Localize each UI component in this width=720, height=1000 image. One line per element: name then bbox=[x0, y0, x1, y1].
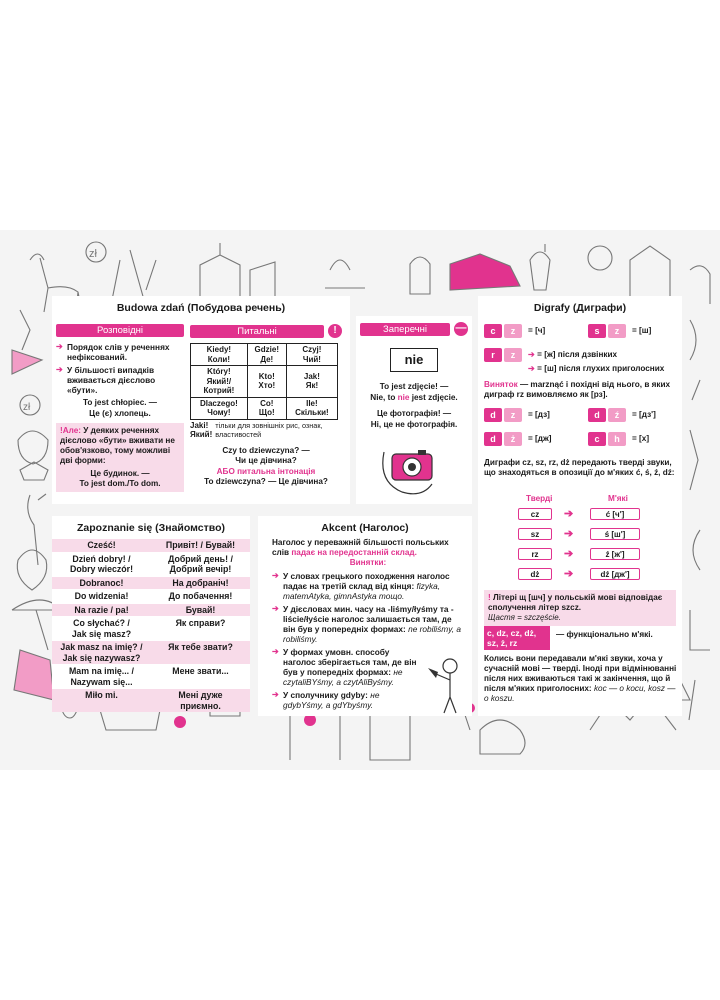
rz-voiceless: ➔ = [ш] після глухих приголосних bbox=[528, 364, 665, 373]
question-word-cell: Ile! Скільки! bbox=[286, 397, 337, 419]
greeting-ukrainian: Як справи? bbox=[175, 618, 226, 628]
greeting-row bbox=[52, 590, 250, 603]
question-row bbox=[191, 344, 338, 366]
greeting-row bbox=[52, 604, 250, 617]
speaker-figure-icon bbox=[426, 656, 466, 721]
greeting-polish: Dzień dobry! / Dobry wieczór! bbox=[69, 553, 134, 574]
greeting-polish: Dobranoc! bbox=[79, 577, 124, 588]
zaperechni-example-1: To jest zdjęcie! — bbox=[379, 382, 449, 391]
soft-consonants-box: c, dz, cz, dż, sz, ż, rz bbox=[484, 626, 550, 650]
soft-consonant: dź [дж'] bbox=[590, 568, 640, 580]
dzh-sound: = [дж] bbox=[528, 434, 552, 443]
digrafy-description: Диграфи cz, sz, rz, dż передають тверді звуки, що знаходяться в опозиції до м'яких ć, ś, ź, dź: bbox=[484, 458, 675, 477]
greeting-ukrainian: Мене звати... bbox=[172, 666, 229, 676]
zaperechni-panel bbox=[356, 316, 472, 504]
rz-voiced: ➔ = [ж] після дзвінких bbox=[528, 350, 618, 359]
question-word-cell: Czyj! Чий! bbox=[286, 344, 337, 366]
sz-sound: = [ш] bbox=[632, 326, 652, 335]
note-lead: !Але: bbox=[60, 426, 82, 435]
greeting-ukrainian: Бувай! bbox=[185, 604, 216, 615]
hard-digraph: sz bbox=[518, 528, 552, 540]
akcent-intro: Наголос у переважній більшості польських слів падає на передостанній склад. bbox=[272, 538, 449, 557]
camera-icon bbox=[378, 444, 448, 503]
question-word-cell: Gdzie! Де! bbox=[247, 344, 286, 366]
jaki-note: тільки для зовнішніх рис, ознак, властивостей bbox=[215, 420, 323, 439]
note-text: У деяких реченнях дієслово «бути» вживати не обов'язково, тому можливі дві форми: bbox=[60, 426, 175, 465]
greetings-list bbox=[52, 539, 250, 712]
rozpovidni-note bbox=[56, 423, 184, 492]
zaperechni-example-2: Nie, to nie jest zdjęcie. bbox=[370, 392, 458, 402]
greeting-polish: Mam na imię... / Nazywam się... bbox=[68, 666, 135, 687]
svg-text:zł: zł bbox=[23, 402, 31, 413]
rozpovidni-header: Розповідні bbox=[56, 324, 184, 337]
greeting-row bbox=[52, 641, 250, 664]
exclamation-icon: ! bbox=[328, 324, 342, 338]
zaperechni-example-3: Це фотографія! — bbox=[376, 409, 452, 418]
soft-consonant: ć [ч'] bbox=[590, 508, 640, 520]
question-word-cell: Kiedy! Коли! bbox=[191, 344, 248, 366]
question-word-cell: Co! Що! bbox=[247, 397, 286, 419]
pytalni-example-intonation: To dziewczyna? — Це дівчина? bbox=[204, 477, 328, 486]
note-example-ua: Це будинок. — bbox=[90, 469, 150, 478]
greeting-polish: Cześć! bbox=[87, 540, 116, 550]
greeting-polish: Na razie / pa! bbox=[74, 604, 129, 615]
akcent-rule-3: ➔ У формах умовн. способу наголос зберігається там, де він був у попередніх формах: не czytaliBYśmy, a czytAliByśmy. bbox=[272, 647, 464, 687]
question-row bbox=[191, 366, 338, 398]
dz-sound: = [дз] bbox=[528, 410, 550, 419]
digrafy-panel: Digrafy (Диграфи) c z = [ч] s z = [ш] r z ➔ = [ж] після дзвінких ➔ = [ш] після глухих приголосних Виняток — marznąć і похідні від нього, в яких диграф rz вимовляємо як [рз]. d z = [дз] d ź = [дз'] d ż = [дж] c h = [х] Диграфи cz, sz, rz, dż передають тверді звуки, що знаходяться в опозиції до м'яких ć, ś, ź, dź: Тверді М'які cz ➔ ć [ч'] sz ➔ ś [ш'] rz ➔ ź [ж'] dż ➔ dź [дж'] ! Літері щ [шч] у польській мові відповідає сполучення літер szcz. Щастя = szczęście. c, dz, cz, dż, sz, ż, rz — функціонально м'які. Колись вони передавали м'які звуки, хоча у сучасній мові — тверді. Іноді при відмінюванні після них вживаються такі ж закінчення, що й після м'яких приголосних: koc — o kocu, kosz — o koszu. bbox=[478, 296, 682, 716]
rozpovidni-example-ua: Це (є) хлопець. bbox=[89, 408, 151, 418]
hard-digraph: cz bbox=[518, 508, 552, 520]
cz-sound: = [ч] bbox=[528, 326, 546, 335]
arrow-icon: ➔ bbox=[564, 528, 574, 540]
question-word-cell: Kto! Хто! bbox=[247, 366, 286, 398]
greeting-polish: Co słychać? / Jak się masz? bbox=[71, 618, 132, 639]
rozpovidni-item-2: ➔ У більшості випадків вживається дієслово «бути». bbox=[56, 365, 184, 395]
arrow-icon: ➔ bbox=[564, 568, 574, 580]
pytalni-header: Питальні bbox=[190, 325, 324, 338]
hard-digraph: rz bbox=[518, 548, 552, 560]
dzi-sound: = [дз'] bbox=[632, 410, 656, 419]
arrow-icon: ➔ bbox=[564, 508, 574, 520]
question-word-cell: Dlaczego! Чому! bbox=[191, 397, 248, 419]
greeting-ukrainian: Привіт! / Бувай! bbox=[165, 540, 236, 550]
greeting-ukrainian: Мені дуже приємно. bbox=[178, 690, 223, 711]
note-example-pl: To jest dom./To dom. bbox=[79, 479, 161, 488]
hard-digraph: dż bbox=[518, 568, 552, 580]
greeting-row bbox=[52, 577, 250, 590]
soft-consonants-text: — функціонально м'які. bbox=[556, 630, 653, 639]
akcent-title: Akcent (Наголос) bbox=[321, 522, 409, 534]
akcent-wyjatki: Винятки: bbox=[349, 558, 387, 567]
miaki-label: М'які bbox=[608, 494, 628, 503]
nie-box: nie bbox=[390, 348, 438, 372]
greeting-ukrainian: До побачення! bbox=[168, 591, 233, 601]
akcent-panel bbox=[258, 516, 472, 716]
digrafy-history: Колись вони передавали м'які звуки, хоча у сучасній мові — тверді. Іноді при відмінюванні після них вживаються такі ж закінчення, що й після м'яких приголосних: koc — o kocu, kosz — o koszu. bbox=[484, 654, 677, 703]
rozpovidni-item-1: ➔ Порядок слів у реченнях нефіксований. bbox=[56, 342, 184, 362]
tverdi-label: Тверді bbox=[526, 494, 553, 503]
budowa-title: Budowa zdań (Побудова речень) bbox=[116, 302, 286, 314]
greeting-polish: Miło mi. bbox=[85, 690, 118, 700]
greeting-ukrainian: Як тебе звати? bbox=[168, 642, 233, 652]
zaperechni-header: Заперечні bbox=[360, 323, 450, 336]
minus-icon: — bbox=[455, 322, 467, 334]
rozpovidni-column bbox=[56, 324, 184, 492]
question-words-table bbox=[190, 343, 338, 420]
pytalni-or: АБО питальна інтонація bbox=[216, 466, 316, 476]
greeting-ukrainian: Добрий день! / Добрий вечір! bbox=[168, 553, 233, 574]
question-word-cell: Który! Який!/ Котрий! bbox=[191, 366, 248, 398]
akcent-rule-2: ➔ У дієсловах мин. часу на -liśmy/łyśmy та -liście/łyście наголос залишається там, де він був у попередніх формах: ne robiliśmy, a robiliśmy. bbox=[272, 604, 464, 644]
ch-sound: = [х] bbox=[632, 434, 650, 443]
budowa-zdan-panel bbox=[52, 296, 350, 504]
cheat-sheet bbox=[0, 230, 720, 770]
pytalni-example-pl: Czy to dziewczyna? — bbox=[222, 445, 310, 455]
greeting-ukrainian: На добраніч! bbox=[172, 577, 229, 588]
jaki-word: Jaki! Який! bbox=[190, 420, 213, 439]
greeting-polish: Do widzenia! bbox=[74, 591, 129, 601]
soft-consonant: ź [ж'] bbox=[590, 548, 640, 560]
pytalni-column bbox=[190, 324, 342, 488]
akcent-rule-1: ➔ У словах грецького походження наголос падає на третій склад від кінця: fizyka, matemAtyka, gimnAstyka тощо. bbox=[272, 571, 464, 601]
greeting-row bbox=[52, 553, 250, 576]
question-word-cell: Jak! Як! bbox=[286, 366, 337, 398]
question-row bbox=[191, 397, 338, 419]
digrafy-title: Digrafy (Диграфи) bbox=[533, 302, 627, 314]
pytalni-example-ua: Чи це дівчина? bbox=[235, 456, 297, 465]
greeting-row bbox=[52, 539, 250, 552]
zapoznanie-panel bbox=[52, 516, 250, 712]
zapoznanie-title: Zapoznanie się (Знайомство) bbox=[76, 522, 225, 534]
arrow-icon: ➔ bbox=[564, 548, 574, 560]
akcent-rule-4: ➔ У сполучнику gdyby: не gdybYśmy, a gdYbyśmy. bbox=[272, 690, 464, 710]
svg-text:zł: zł bbox=[89, 248, 97, 260]
greeting-row bbox=[52, 665, 250, 688]
soft-consonant: ś [ш'] bbox=[590, 528, 640, 540]
szcz-note: ! Літері щ [шч] у польській мові відповідає сполучення літер szcz. Щастя = szczęście. bbox=[484, 590, 676, 626]
wyjatok-note: Виняток — marznąć і похідні від нього, в яких диграф rz вимовляємо як [рз]. bbox=[484, 380, 671, 399]
greeting-polish: Jak masz na imię? / Jak się nazywasz? bbox=[60, 642, 143, 663]
greeting-row bbox=[52, 689, 250, 712]
greeting-row bbox=[52, 617, 250, 640]
rozpovidni-example-pl: To jest chłopiec. — bbox=[82, 398, 157, 407]
zaperechni-example-4: Ні, це не фотографія. bbox=[370, 419, 458, 429]
